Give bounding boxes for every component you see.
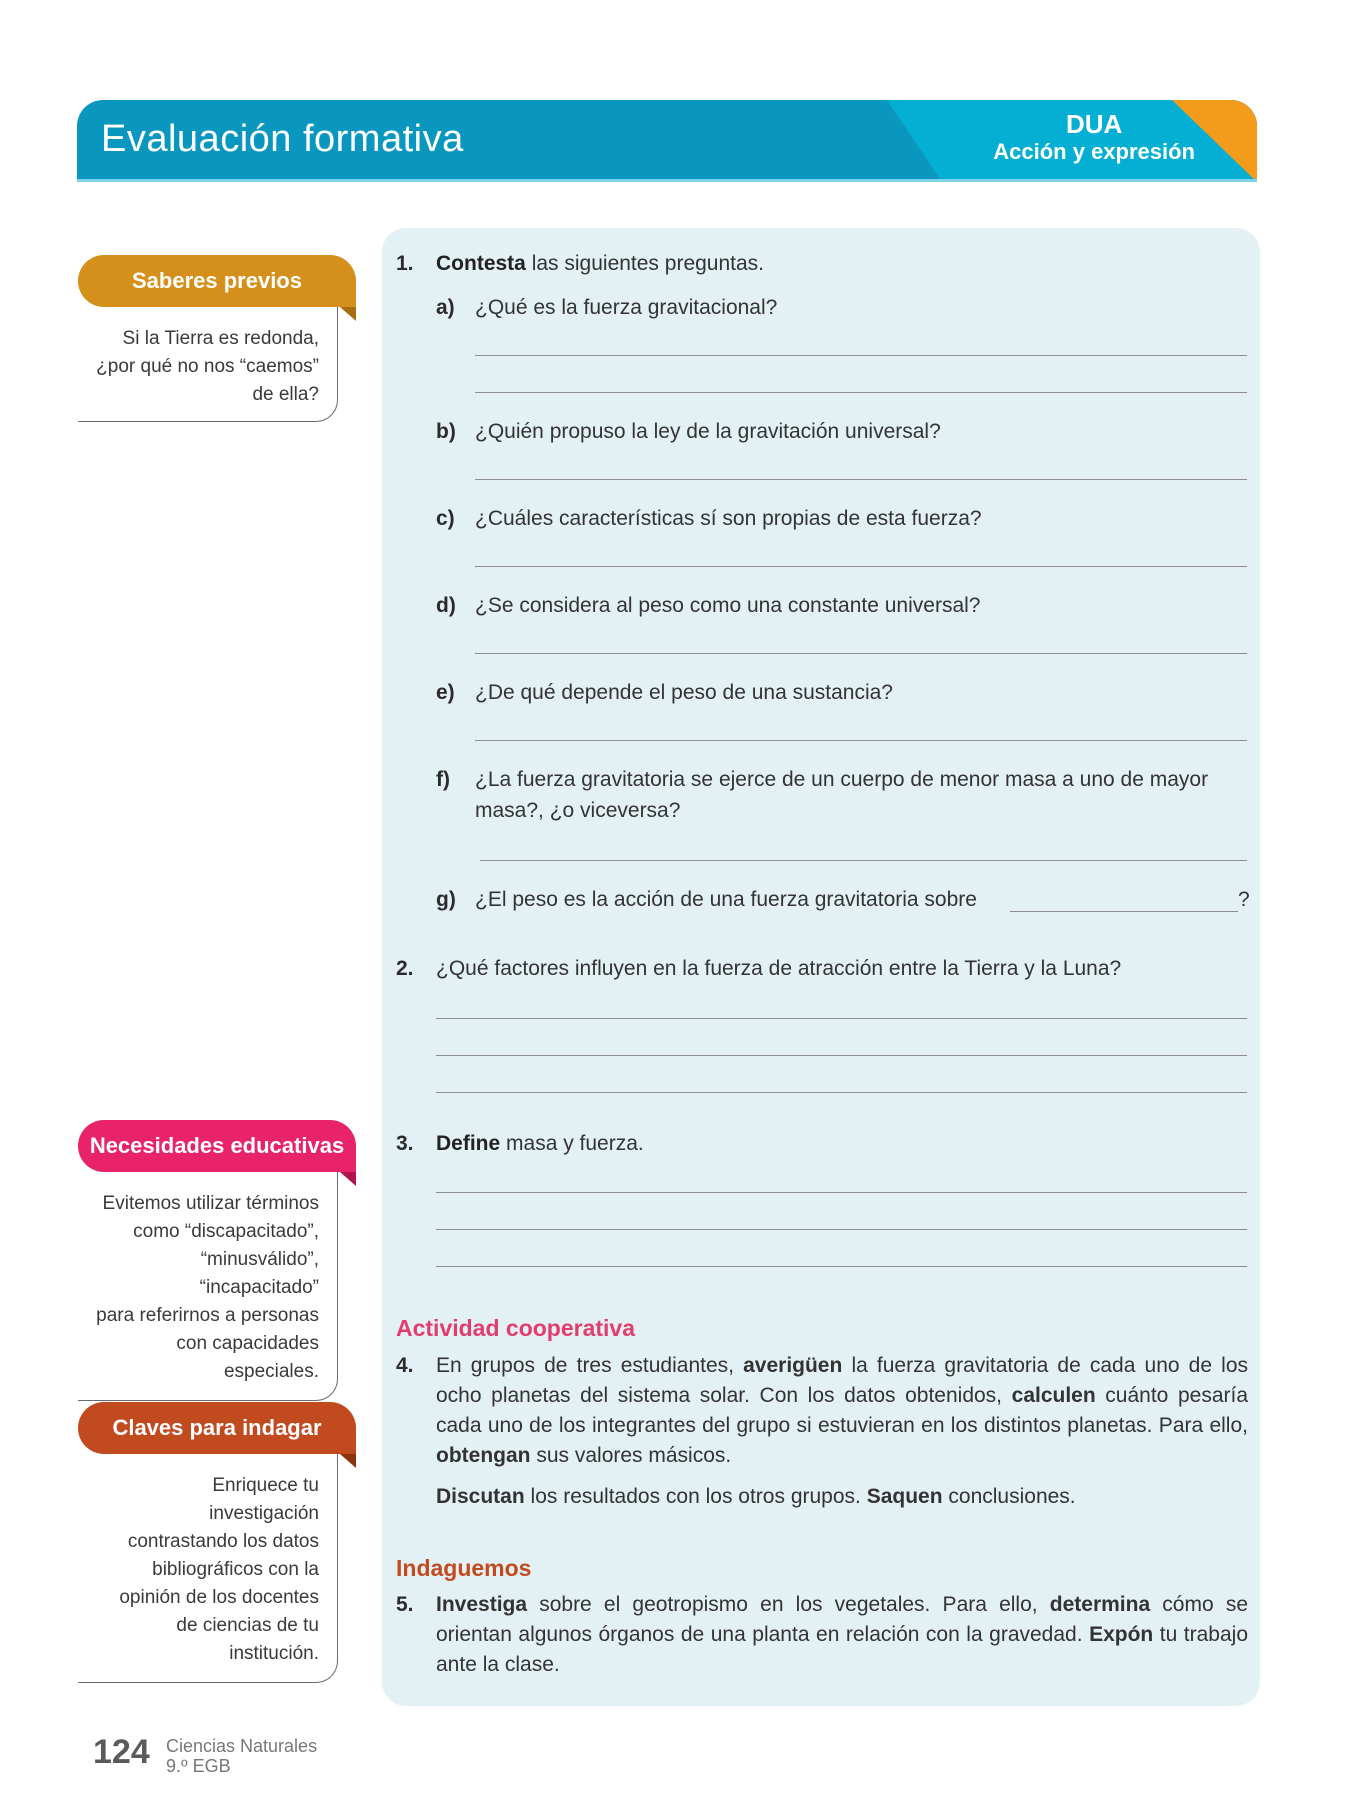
answer-line[interactable] xyxy=(436,1018,1247,1019)
actividad-cooperativa-heading: Actividad cooperativa xyxy=(396,1315,636,1341)
answer-line[interactable] xyxy=(475,479,1247,480)
body-line: como “discapacitado”, xyxy=(133,1221,319,1242)
text-run: sus valores másicos. xyxy=(530,1444,732,1467)
body-line: especiales. xyxy=(223,1361,319,1382)
answer-line[interactable] xyxy=(475,740,1247,741)
item-d-letter: d) xyxy=(436,594,456,617)
body-line: con capacidades xyxy=(176,1333,319,1354)
text-run: conclusiones. xyxy=(942,1485,1076,1508)
instruction-verb: determina xyxy=(1049,1593,1151,1616)
answer-line[interactable] xyxy=(475,392,1247,393)
text-run: cuánto pesaría cada uno de los integrantes del grupo si estuvieran en los distintos planetas. Para ello, xyxy=(436,1384,1249,1437)
item-g-letter: g) xyxy=(436,888,456,911)
text-run: los resultados con los otros grupos. xyxy=(524,1485,867,1508)
answer-line[interactable] xyxy=(436,1092,1247,1093)
answer-line[interactable] xyxy=(436,1229,1247,1230)
page-title: Evaluación formativa xyxy=(101,118,464,160)
claves-para-indagar-body xyxy=(78,1454,338,1683)
body-line: Enriquece tu xyxy=(212,1475,319,1496)
body-line: de ella? xyxy=(252,384,319,405)
question-5-number: 5. xyxy=(396,1593,414,1616)
body-line: institución. xyxy=(229,1643,319,1664)
subject-name: Ciencias Naturales xyxy=(166,1736,318,1756)
instruction-verb: Contesta xyxy=(436,252,526,275)
indaguemos-heading: Indaguemos xyxy=(396,1555,532,1581)
body-line: para referirnos a personas xyxy=(96,1305,319,1326)
item-f-letter: f) xyxy=(436,768,450,791)
necesidades-educativas-body xyxy=(78,1172,338,1401)
fold-corner-icon xyxy=(340,307,356,321)
section-header-banner xyxy=(77,100,1257,182)
instruction-verb: Investiga xyxy=(436,1593,528,1616)
question-3-number: 3. xyxy=(396,1132,414,1155)
body-line: de ciencias de tu xyxy=(176,1615,319,1636)
answer-line[interactable] xyxy=(475,355,1247,356)
body-line: “minusválido”, “incapacitado” xyxy=(199,1249,319,1298)
instruction-verb: Saquen xyxy=(866,1485,943,1508)
answer-line[interactable] xyxy=(475,653,1247,654)
text-run: sobre el geotropismo en los vegetales. Para ello, xyxy=(527,1593,1050,1616)
item-e-question: ¿De qué depende el peso de una sustancia? xyxy=(475,681,893,704)
text-run: la fuerza gravitatoria de cada uno de los ocho planetas del sistema solar. Con los datos obtenidos, xyxy=(436,1354,1249,1407)
item-d-question: ¿Se considera al peso como una constante universal? xyxy=(475,594,981,617)
item-b-question: ¿Quién propuso la ley de la gravitación universal? xyxy=(475,420,941,443)
text-run: tu trabajo ante la clase. xyxy=(436,1623,1248,1676)
prompt-text: masa y fuerza. xyxy=(500,1132,644,1155)
instruction-verb: obtengan xyxy=(436,1444,531,1467)
question-4-followup xyxy=(436,1482,1248,1512)
prompt-text: las siguientes preguntas. xyxy=(525,252,765,275)
claves-para-indagar-title: Claves para indagar xyxy=(112,1415,322,1440)
necesidades-educativas-box xyxy=(78,1120,356,1401)
instruction-verb: Expón xyxy=(1089,1623,1154,1646)
dua-label xyxy=(993,110,1195,166)
question-2-number: 2. xyxy=(396,957,414,980)
question-3-prompt xyxy=(436,1132,644,1156)
body-line: investigación xyxy=(209,1503,319,1524)
item-g-question-end: ? xyxy=(1238,888,1250,911)
saberes-previos-box xyxy=(78,255,356,422)
item-b-letter: b) xyxy=(436,420,456,443)
fold-corner-icon xyxy=(340,1454,356,1468)
answer-line[interactable] xyxy=(436,1266,1247,1267)
question-4-text xyxy=(436,1351,1248,1471)
fill-in-blank[interactable] xyxy=(1010,911,1238,912)
answer-line[interactable] xyxy=(475,566,1247,567)
dua-subtitle: Acción y expresión xyxy=(993,139,1195,164)
text-run: cómo se orientan algunos órganos de una planta en relación con la gravedad. xyxy=(436,1593,1248,1646)
saberes-previos-body xyxy=(78,307,338,422)
item-a-letter: a) xyxy=(436,296,455,319)
item-a-question: ¿Qué es la fuerza gravitacional? xyxy=(475,296,778,319)
necesidades-educativas-tab xyxy=(78,1120,356,1172)
answer-line[interactable] xyxy=(436,1192,1247,1193)
body-line: bibliográficos con la xyxy=(152,1559,319,1580)
instruction-verb: averigüen xyxy=(743,1354,843,1377)
instruction-verb: Define xyxy=(436,1132,501,1155)
question-1-number: 1. xyxy=(396,252,414,275)
question-5-text xyxy=(436,1590,1248,1680)
dua-title: DUA xyxy=(1065,109,1123,139)
answer-line[interactable] xyxy=(436,1055,1247,1056)
body-line: Evitemos utilizar términos xyxy=(102,1193,319,1214)
instruction-verb: Discutan xyxy=(436,1485,525,1508)
item-c-letter: c) xyxy=(436,507,455,530)
item-c-question: ¿Cuáles características sí son propias de esta fuerza? xyxy=(475,507,982,530)
question-4-number: 4. xyxy=(396,1354,414,1377)
item-f-question-line1: ¿La fuerza gravitatoria se ejerce de un cuerpo de menor masa a uno de mayor xyxy=(475,768,1209,791)
answer-line[interactable] xyxy=(480,860,1247,861)
body-line: contrastando los datos xyxy=(127,1531,319,1552)
item-f-question-line2: masa?, ¿o viceversa? xyxy=(475,799,681,822)
saberes-previos-tab xyxy=(78,255,356,307)
footer-subject xyxy=(166,1736,317,1776)
fold-corner-icon xyxy=(340,1172,356,1186)
saberes-previos-title: Saberes previos xyxy=(132,268,302,293)
text-run: En grupos de tres estudiantes, xyxy=(436,1354,744,1377)
body-line: ¿por qué no nos “caemos” xyxy=(96,356,319,377)
claves-para-indagar-box xyxy=(78,1402,356,1683)
grade-level: 9.º EGB xyxy=(166,1756,231,1776)
instruction-verb: calculen xyxy=(1011,1384,1096,1407)
item-g-question: ¿El peso es la acción de una fuerza gravitatoria sobre xyxy=(475,888,977,911)
body-line: opinión de los docentes xyxy=(119,1587,319,1608)
page-number: 124 xyxy=(93,1733,150,1771)
necesidades-educativas-title: Necesidades educativas xyxy=(89,1133,345,1158)
body-line: Si la Tierra es redonda, xyxy=(122,328,319,349)
question-1-prompt xyxy=(436,252,764,276)
item-e-letter: e) xyxy=(436,681,455,704)
question-2-prompt: ¿Qué factores influyen en la fuerza de atracción entre la Tierra y la Luna? xyxy=(436,957,1122,980)
claves-para-indagar-tab xyxy=(78,1402,356,1454)
